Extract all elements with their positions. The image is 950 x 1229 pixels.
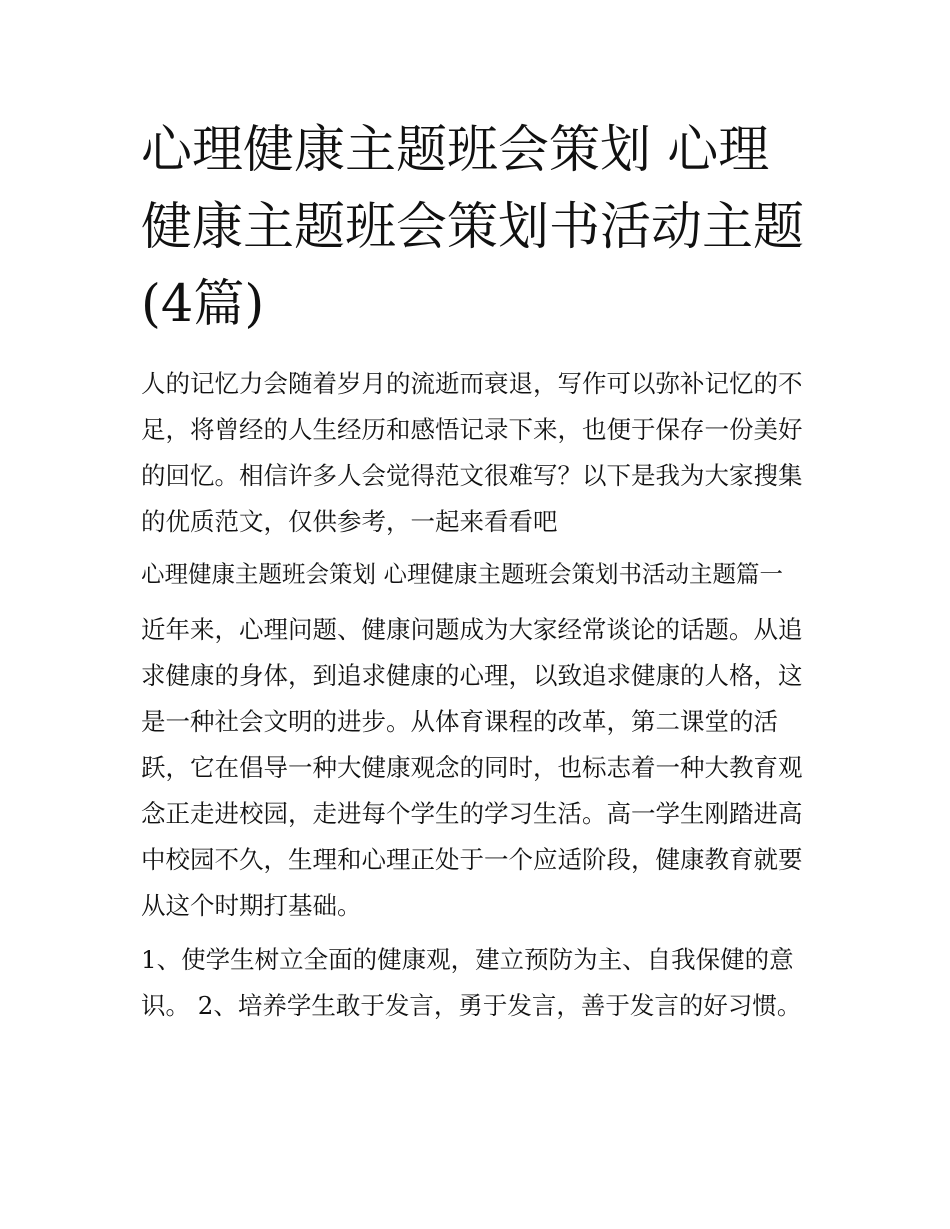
intro-paragraph: 人的记忆力会随着岁月的流逝而衰退，写作可以弥补记忆的不足，将曾经的人生经历和感悟记录下来，也便于保存一份美好的回忆。相信许多人会觉得范文很难写？以下是我为大家搜集的优质范文，仅供参考，一起来看看吧 [141,369,803,536]
document-title: 心理健康主题班会策划 心理健康主题班会策划书活动主题(4篇) [141,121,805,334]
section-heading: 心理健康主题班会策划 心理健康主题班会策划书活动主题篇一 [141,560,783,588]
goals-paragraph: 1、使学生树立全面的健康观，建立预防为主、自我保健的意识。 2、培养学生敢于发言，勇于发言，善于发言的好习惯。 [141,945,802,1020]
body-paragraph: 近年来，心理问题、健康问题成为大家经常谈论的话题。从追求健康的身体，到追求健康的心理，以致追求健康的人格，这是一种社会文明的进步。从体育课程的改革，第二课堂的活跃，它在倡导一种大健康观念的同时，也标志着一种大教育观念正走进校园，走进每个学生的学习生活。高一学生刚踏进高中校园不久，生理和心理正处于一个应适阶段，健康教育就要从这个时期打基础。 [141,615,803,920]
document-body [141,112,811,1029]
